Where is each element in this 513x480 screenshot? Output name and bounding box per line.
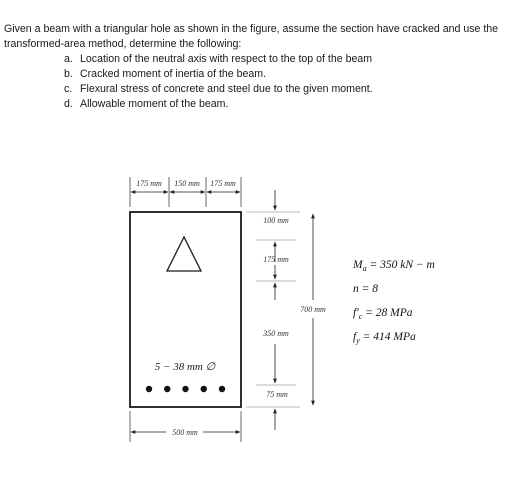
dim-right-350: 350 mm <box>263 329 289 338</box>
question-marker: a. <box>64 53 73 65</box>
question-marker: c. <box>64 83 73 95</box>
rebar-row <box>146 386 225 392</box>
overall-height-dimension <box>300 214 326 405</box>
triangular-hole <box>167 237 201 271</box>
rebar-bar <box>164 386 170 392</box>
question-text: Allowable moment of the beam. <box>80 98 229 110</box>
rebar-bar <box>146 386 152 392</box>
bottom-width-dimension <box>130 411 241 442</box>
given-modular-ratio: n = 8 <box>353 283 379 295</box>
question-text: Location of the neutral axis with respect to the top of the beam <box>80 53 373 65</box>
question-marker: b. <box>64 68 73 80</box>
rebar-bar <box>201 386 207 392</box>
given-values <box>352 259 435 345</box>
dim-right-75: 75 mm <box>266 390 288 399</box>
question-marker: d. <box>64 98 73 110</box>
question-text: Cracked moment of inertia of the beam. <box>80 68 267 80</box>
dim-top-left: 175 mm <box>136 179 162 188</box>
problem-intro: Given a beam with a triangular hole as shown in the figure, assume the section have cracked and use the transformed-area method, determine the following: <box>4 23 499 50</box>
dim-top-middle: 150 mm <box>174 179 200 188</box>
rebar-label: 5 − 38 mm ∅ <box>154 361 216 373</box>
right-dimension-chain <box>246 190 300 430</box>
rebar-bar <box>219 386 225 392</box>
dim-top-right: 175 mm <box>210 179 236 188</box>
question-text: Flexural stress of concrete and steel due to the given moment. <box>80 83 373 95</box>
dim-right-175: 175 mm <box>263 255 289 264</box>
given-fy: $f_y = 414$ MPa <box>353 331 416 345</box>
top-width-dimension <box>130 177 241 207</box>
dim-overall-700: 700 mm <box>300 305 326 314</box>
given-moment: $M_a = 350$ kN − m <box>353 259 435 273</box>
given-fc: $f'_c = 28$ MPa <box>353 307 413 321</box>
rebar-bar <box>182 386 188 392</box>
dim-bottom-500: 500 mm <box>172 428 198 437</box>
dim-right-100: 100 mm <box>263 216 289 225</box>
